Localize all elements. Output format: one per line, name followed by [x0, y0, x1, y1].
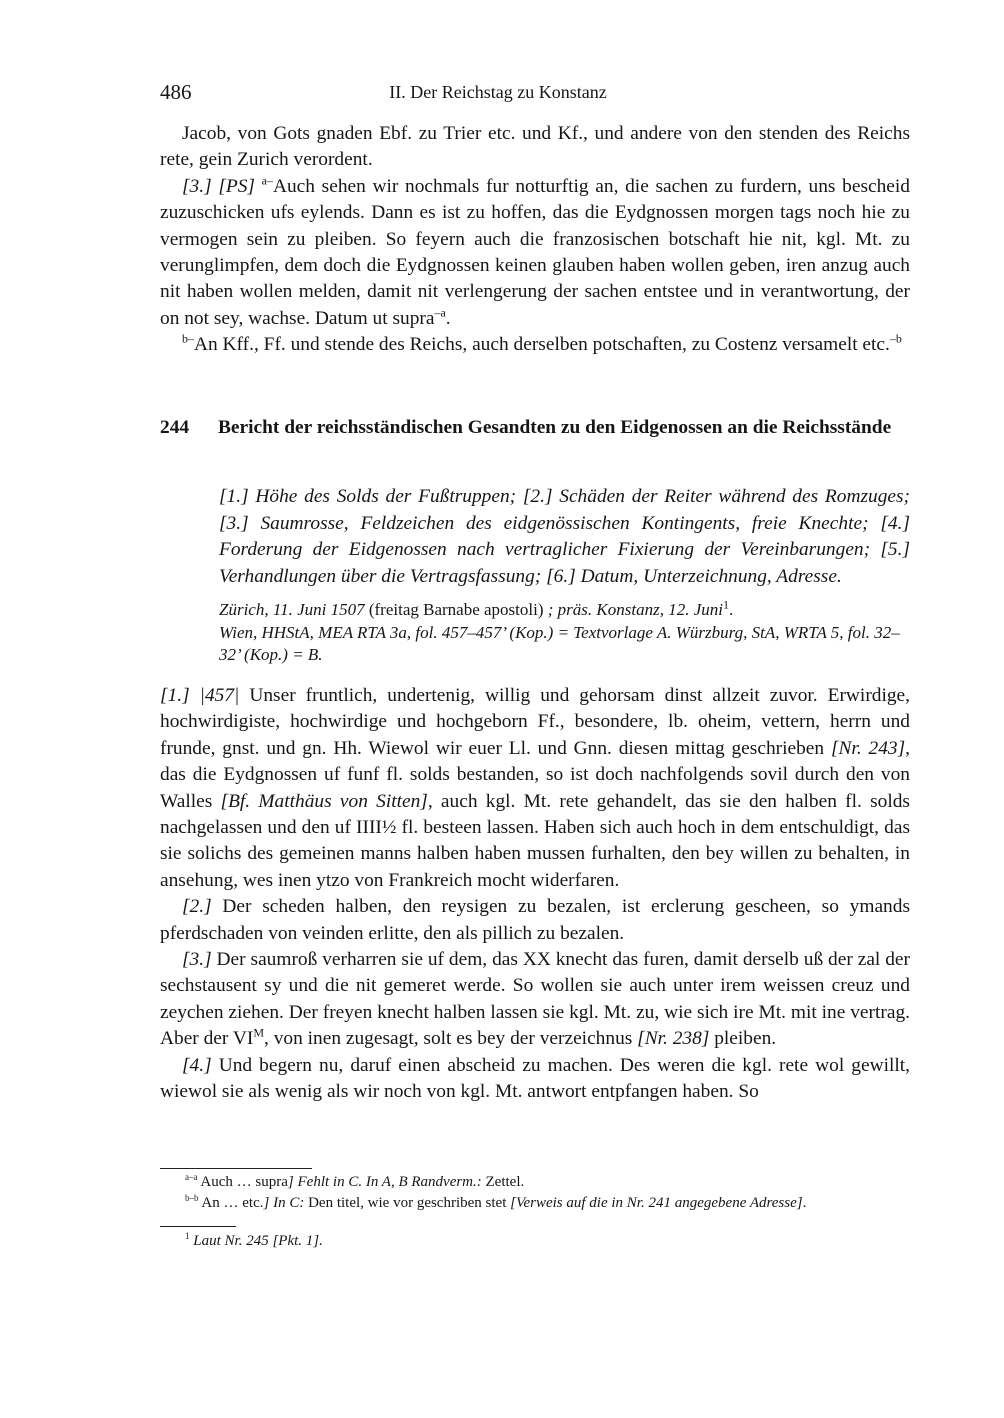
footnote-ref-a[interactable]: a–: [261, 173, 273, 188]
running-title: II. Der Reichstag zu Konstanz: [389, 82, 607, 102]
section-1-paragraph: [1.] |457| Unser fruntlich, undertenig, willig und gehorsam dinst allzeit zuvor. Erwirdige, hochwirdigiste, hochwirdige und hochgeborn Ff., besondere, lb. oheim, vettern, herrn und frunde, gnst. und gn. Hh. Wiewol wir euer Ll. und Gnn. diesen mittag geschrieben [Nr. 243], das die Eydgnossen uf funf fl. solds bestanden, so ist doch nachfolgends sovil durch den von Walles [Bf. Matthäus von Sitten], auch kgl. Mt. rete gehandelt, das sie den halben fl. solds nachgelassen und den uf IIII½ fl. besteen lassen. Haben sich auch hoch in dem entschuldigt, das sie solichs des gemeinen manns halben haben mussen furhalten, den bey willen zu behalten, in ansehung, wes inen ytzo von Frankreich mocht widerfaren.: [160, 685, 911, 891]
document-heading: [160, 415, 910, 440]
section-4-paragraph: [4.] Und begern nu, daruf einen abscheid zu machen. Des weren die kgl. rete wol gewillt, wiewol sie als wenig als wir noch von kgl. Mt. antwort entpfangen haben. So: [160, 1054, 910, 1103]
postscript-paragraph: [3.] [PS] $^{a-}$Auch sehen wir nochmals fur notturftig an, die sachen zu furdern, uns bescheid zuzuschicken ufs eylends. Dann es ist zu hoffen, das die Eydgnossen morgen tags noch hie zu vermogen sein zu pleiben. So feyern auch die franzosischen botschaft hie nit, kgl. Mt. zu verunglimpfen, dem doch die Eydgnossen keinen glauben haben wollen geben, iren anzug auch nit haben wollen melden, damit nit verlengerung der sachen entstee und in verantwortung, der on not sey, wachse. Datum ut supra$^{-a}$.: [160, 173, 910, 329]
document-title: Bericht der reichsständischen Gesandten zu den Eidgenossen an die Reichsstände: [218, 417, 892, 438]
section-marker: [4.]: [182, 1054, 212, 1076]
editorial-reference: [Bf. Matthäus von Sitten]: [220, 790, 428, 812]
footnote-b: $^{b-b}$ An … etc.] In C: Den titel, wie vor geschriben stet [Verweis auf die in Nr. 241 angegebene Adresse].: [185, 1193, 807, 1211]
footnote-divider: [160, 1168, 312, 1169]
document-metadata: [219, 599, 910, 667]
source-line: Wien, HHStA, MEA RTA 3a, fol. 457–457’ (Kop.) = Textvorlage A. Würzburg, StA, WRTA 5, fol. 32–32’ (Kop.) = B.: [219, 622, 900, 664]
section-2-paragraph: [2.] Der scheden halben, den reysigen zu bezalen, ist erclerung gescheen, so ymands pferdschaden von veinden erlitte, den als pillich zu bezalen.: [160, 896, 910, 944]
closing-paragraph: Jacob, von Gots gnaden Ebf. zu Trier etc. und Kf., und andere von den stenden des Reichs rete, gein Zurich verordent.: [160, 123, 910, 171]
section-marker: [3.]: [182, 949, 212, 971]
section-marker: [3.] [PS]: [182, 175, 255, 197]
section-3-paragraph: [3.] Der saumroß verharren sie uf dem, das XX knecht das furen, damit derselb uß der zal der sechstausent sy und die nit gemeret werde. So wollen sie auch unter irem weissen creuz und zeychen ziehen. Der freyen knecht halben lassen sie kgl. Mt. zu, wie sich ire Mt. mit ine vertrag. Aber der $VI^M$, von inen zugesagt, solt es bey der verzeichnus [Nr. 238] pleiben.: [160, 949, 910, 1050]
footnote-1: $^1$ Laut Nr. 245 [Pkt. 1].: [185, 1231, 323, 1249]
footnote-a: $^{a-a}$ Auch … supra] Fehlt in C. In A, B Randverm.: Zettel.: [185, 1172, 525, 1190]
address-paragraph: $^{b-}$An Kff., Ff. und stende des Reichs, auch derselben potschaften, zu Costenz versamelt etc.$^{-b}$: [182, 331, 902, 356]
footnote-ref-a-close[interactable]: –a: [434, 305, 446, 320]
editorial-reference: [Nr. 238]: [637, 1028, 710, 1050]
footnote-divider: [160, 1226, 236, 1227]
editorial-reference: [Nr. 243]: [830, 737, 906, 759]
main-text-block: [160, 683, 910, 1106]
date-line: Zürich, 11. Juni 1507 (freitag Barnabe apostoli) ; präs. Konstanz, 12. Juni$^1$.: [219, 597, 734, 619]
footnote-ref-b[interactable]: b–: [182, 331, 194, 346]
footnote-ref-1[interactable]: 1: [722, 597, 729, 612]
document-number: 244: [160, 417, 190, 438]
footnote-ref-b-close[interactable]: –b: [889, 331, 902, 346]
page-number: 486: [160, 80, 192, 104]
section-marker: [1.] |457|: [160, 685, 240, 706]
regest-summary: [1.] Höhe des Solds der Fußtruppen; [2.] Schäden der Reiter während des Romzuges; [3.] Saumrosse, Feldzeichen des eidgenössischen Kontingents, freie Knechte; [4.] Forderung der Eidgenossen nach vertraglicher Fixierung der Vereinbarungen; [5.] Verhandlungen über die Vertragsfassung; [6.] Datum, Unterzeichnung, Adresse.: [219, 486, 910, 587]
section-marker: [2.]: [182, 896, 212, 918]
top-text-block: [160, 121, 910, 359]
